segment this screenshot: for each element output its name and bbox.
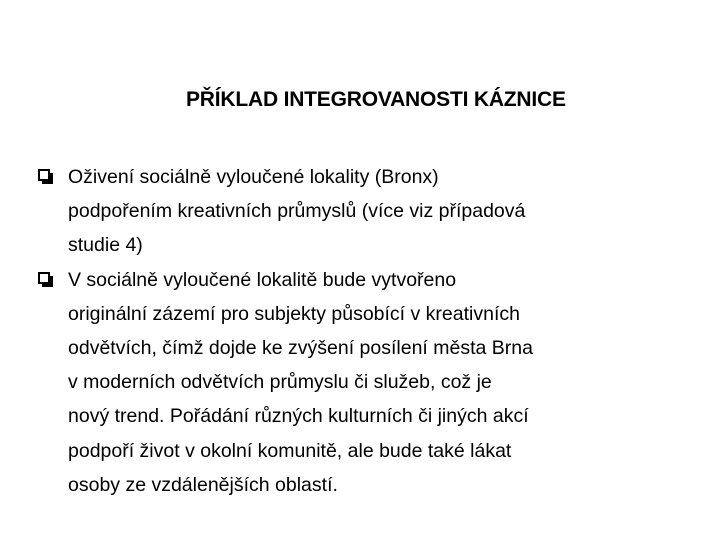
bullet-line: odvětvích, čímž dojde ke zvýšení posílení města Brna <box>68 337 533 360</box>
bullet-line: podpoří život v okolní komunitě, ale bude také lákat <box>68 439 512 462</box>
bullet-item-2 <box>36 263 686 502</box>
bullet-line: osoby ze vzdálenějších oblastí. <box>68 473 338 496</box>
bullet-line: originální zázemí pro subjekty působící v kreativních <box>68 302 520 325</box>
bullet-item-1 <box>36 160 686 263</box>
bullet-line: v moderních odvětvích průmyslu či služeb, což je <box>68 371 492 394</box>
bullet-line: nový trend. Pořádání různých kulturních či jiných akcí <box>68 405 529 428</box>
bullet-line: studie 4) <box>68 234 143 257</box>
bullet-line: Oživení sociálně vyloučené lokality (Bronx) <box>68 166 439 188</box>
slide-title: PŘÍKLAD INTEGROVANOSTI KÁZNICE <box>186 88 566 111</box>
bullet-line: V sociálně vyloučené lokalitě bude vytvořeno <box>68 268 457 291</box>
bullet-line: podpořením kreativních průmyslů (více viz případová <box>68 200 526 223</box>
checkbox-square-icon <box>38 169 50 181</box>
checkbox-square-icon <box>38 272 50 284</box>
bullet-list <box>36 160 686 502</box>
